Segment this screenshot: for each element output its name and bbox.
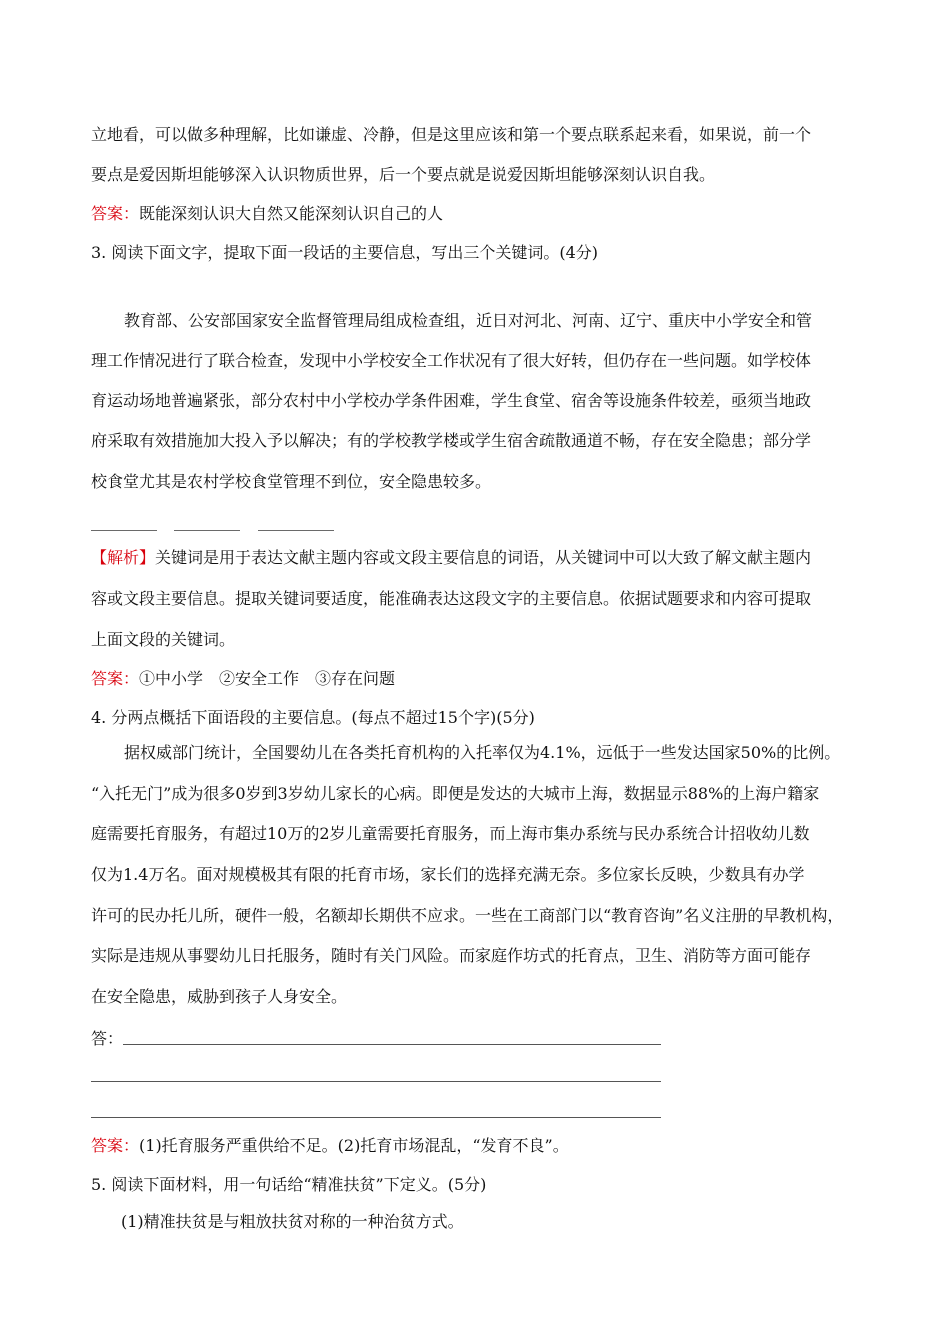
analysis-text: 关键词是用于表达文献主题内容或文段主要信息的词语，从关键词中可以大致了解文献主题内 <box>155 548 812 567</box>
q3-analysis-line: 容或文段主要信息。提取关键词要适度，能准确表达这段文字的主要信息。依据试题要求和内容可提取 <box>91 589 812 608</box>
q4-passage-line: 庭需要托育服务，有超过10万的2岁儿童需要托育服务，而上海市集办系统与民办系统合计招收幼儿数 <box>91 824 810 843</box>
q3-passage-line: 育运动场地普遍紧张，部分农村中小学校办学条件困难，学生食堂、宿舍等设施条件较差，亟须当地政 <box>91 391 812 410</box>
keyword-blank-2[interactable] <box>174 530 240 531</box>
answer-prompt: 答： <box>91 1029 124 1048</box>
q4-passage-line: 仅为1.4万名。面对规模极其有限的托育市场，家长们的选择充满无奈。多位家长反映，少数具有办学 <box>91 865 805 884</box>
q4-passage-line: “入托无门”成为很多0岁到3岁幼儿家长的心病。即便是发达的大城市上海，数据显示88%的上海户籍家 <box>91 784 820 803</box>
answer-text: ①中小学 ②安全工作 ③存在问题 <box>139 669 396 688</box>
answer-text: (1)托育服务严重供给不足。(2)托育市场混乱，“发育不良”。 <box>139 1136 569 1155</box>
answer-4 <box>91 1134 871 1158</box>
question-4-title: 4. 分两点概括下面语段的主要信息。(每点不超过15个字)(5分) <box>91 708 535 727</box>
keyword-blank-3[interactable] <box>258 530 334 531</box>
analysis-label: 【解析】 <box>91 548 156 567</box>
answer-text: 既能深刻认识大自然又能深刻认识自己的人 <box>139 204 444 223</box>
q3-analysis-line <box>91 546 871 570</box>
answer-2 <box>91 202 871 226</box>
answer-line-2[interactable] <box>91 1081 661 1082</box>
q4-passage-line: 实际是违规从事婴幼儿日托服务，随时有关门风险。而家庭作坊式的托育点，卫生、消防等方面可能存 <box>91 946 812 965</box>
answer-label: 答案： <box>91 204 140 223</box>
q4-passage-line: 许可的民办托儿所，硬件一般，名额却长期供不应求。一些在工商部门以“教育咨询”名义注册的早教机构， <box>91 906 844 925</box>
question-5-title: 5. 阅读下面材料，用一句话给“精准扶贫”下定义。(5分) <box>91 1175 487 1194</box>
q3-passage-line: 教育部、公安部国家安全监督管理局组成检查组，近日对河北、河南、辽宁、重庆中小学安全和管 <box>124 311 813 330</box>
q3-passage-line: 校食堂尤其是农村学校食堂管理不到位，安全隐患较多。 <box>91 472 492 491</box>
question-3-title: 3. 阅读下面文字，提取下面一段话的主要信息，写出三个关键词。(4分) <box>91 243 599 262</box>
q5-item-1: (1)精准扶贫是与粗放扶贫对称的一种治贫方式。 <box>121 1212 464 1231</box>
q3-analysis-line: 上面文段的关键词。 <box>91 630 236 649</box>
q3-passage-line: 理工作情况进行了联合检查，发现中小学校安全工作状况有了很大好转，但仍存在一些问题。如学校体 <box>91 351 812 370</box>
answer-line-1[interactable] <box>123 1044 661 1045</box>
answer-label: 答案： <box>91 669 140 688</box>
answer-label: 答案： <box>91 1136 140 1155</box>
intro-line-1: 立地看，可以做多种理解，比如谦虚、冷静，但是这里应该和第一个要点联系起来看，如果说，前一个 <box>91 125 812 144</box>
q4-passage-line: 据权威部门统计，全国婴幼儿在各类托育机构的入托率仅为4.1%，远低于一些发达国家50%的比例。 <box>124 743 841 762</box>
q4-passage-line: 在安全隐患，威胁到孩子人身安全。 <box>91 987 348 1006</box>
keyword-blank-1[interactable] <box>91 530 157 531</box>
answer-3 <box>91 667 871 691</box>
q3-passage-line: 府采取有效措施加大投入予以解决；有的学校教学楼或学生宿舍疏散通道不畅，存在安全隐患；部分学 <box>91 431 812 450</box>
answer-line-3[interactable] <box>91 1117 661 1118</box>
intro-line-2: 要点是爱因斯坦能够深入认识物质世界，后一个要点就是说爱因斯坦能够深刻认识自我。 <box>91 165 716 184</box>
